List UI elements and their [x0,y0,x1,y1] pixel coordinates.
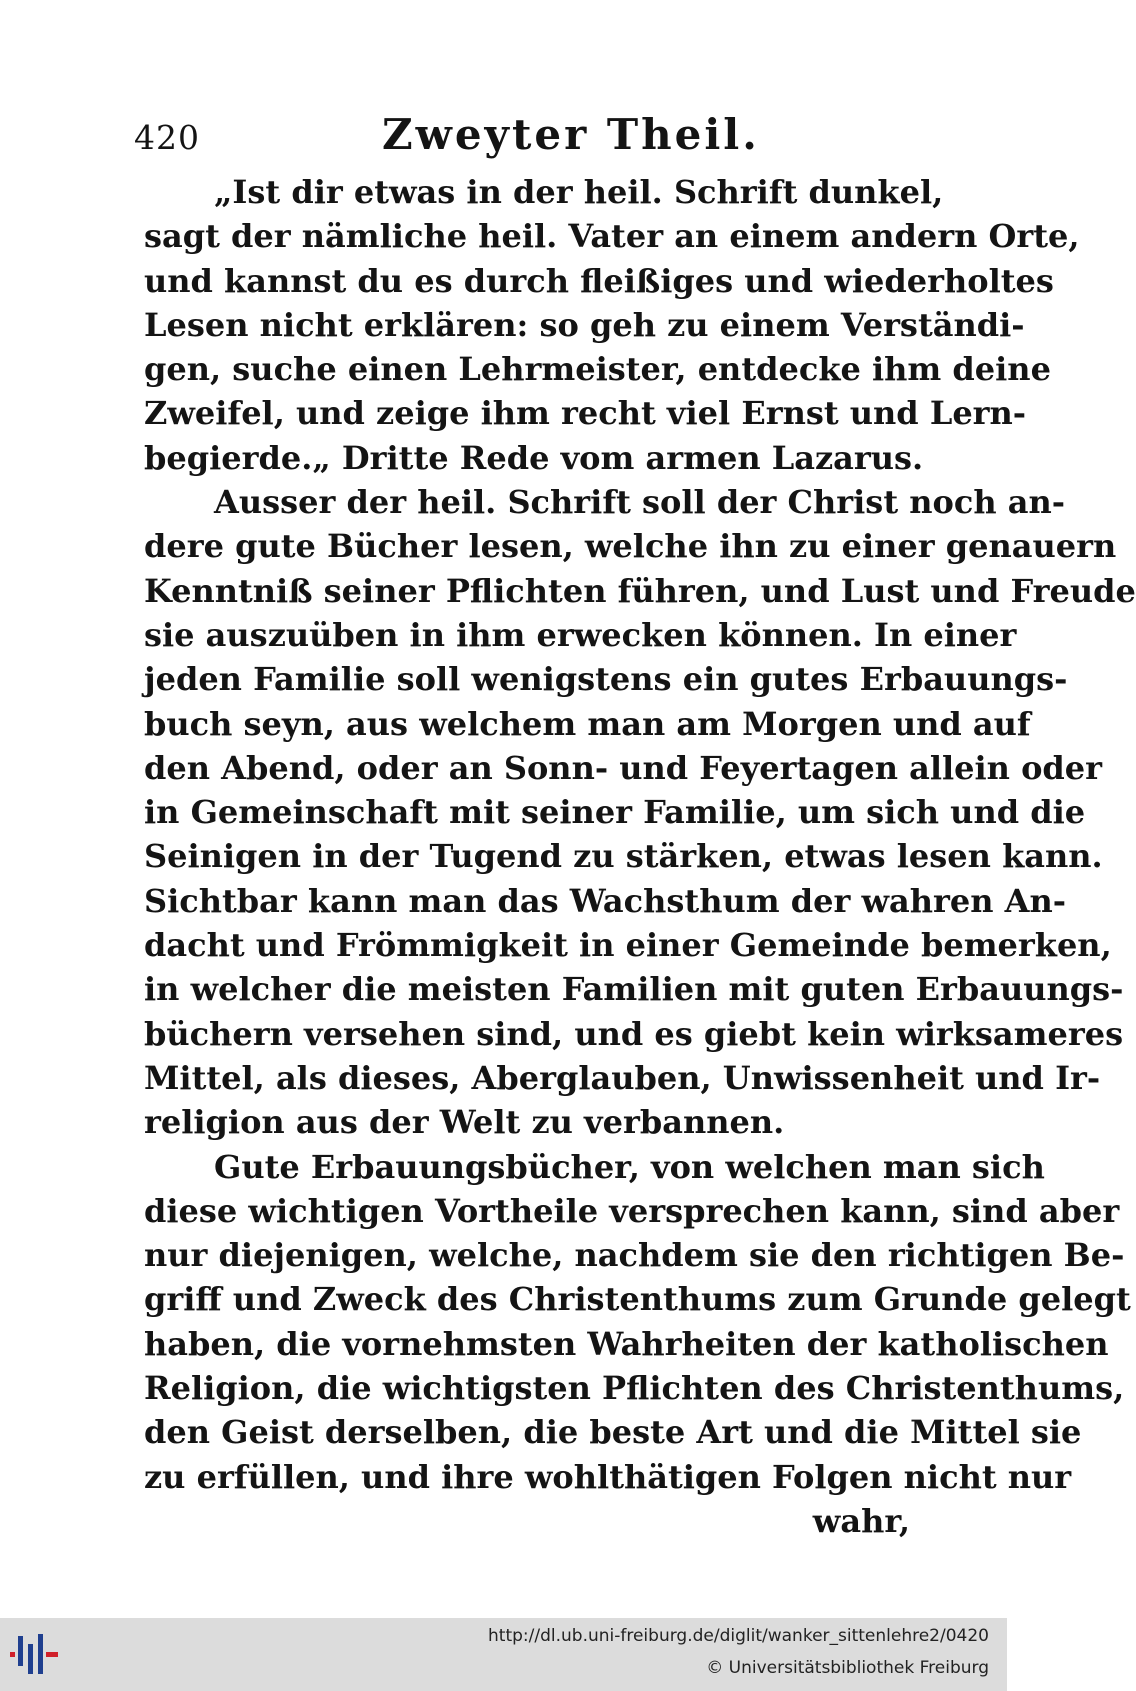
text-line: Ausser der heil. Schrift soll der Christ noch an- [214,483,1066,522]
text-line: jeden Familie soll wenigstens ein gutes Erbauungs- [144,660,1068,699]
text-line: gen, suche einen Lehrmeister, entdecke ihm deine [144,350,1051,389]
text-line: in welcher die meisten Familien mit guten Erbauungs- [144,970,1124,1009]
text-line: haben, die vornehmsten Wahrheiten der katholischen [144,1324,1109,1363]
text-line: den Geist derselben, die beste Art und die Mittel sie [144,1413,1082,1452]
text-line: religion aus der Welt zu verbannen. [144,1103,785,1142]
running-head: Zweyter Theil. [382,110,760,159]
text-line: in Gemeinschaft mit seiner Familie, um sich und die [144,793,1086,832]
text-line: begierde.„ Dritte Rede vom armen Lazarus. [144,438,924,477]
ub-freiburg-logo-icon[interactable] [10,1630,66,1680]
text-line: Gute Erbauungsbücher, von welchen man sich [214,1147,1045,1186]
text-line: griff und Zweck des Christenthums zum Grunde gelegt [144,1280,1131,1319]
text-line: sie auszuüben in ihm erwecken können. In einer [144,615,1017,654]
page-number: 420 [134,118,200,157]
copyright-notice: © Universitätsbibliothek Freiburg [706,1658,989,1678]
text-line: dere gute Bücher lesen, welche ihn zu einer genauern [144,527,1117,566]
text-line: buch seyn, aus welchem man am Morgen und auf [144,704,1031,743]
text-line: Kenntniß seiner Pflichten führen, und Lust und Freude [144,571,1136,610]
text-line: Seinigen in der Tugend zu stärken, etwas lesen kann. [144,837,1103,876]
text-line: Mittel, als dieses, Aberglauben, Unwissenheit und Ir- [144,1058,1101,1097]
footer-bar [0,1618,1007,1691]
catchword: wahr, [812,1501,910,1540]
footer-url[interactable] [488,1626,989,1646]
text-line: und kannst du es durch fleißiges und wiederholtes [144,261,1054,300]
body-text [144,170,1136,1543]
text-line: Lesen nicht erklären: so geh zu einem Verständi- [144,305,1025,344]
text-line: den Abend, oder an Sonn- und Feyertagen allein oder [144,748,1102,787]
text-line: sagt der nämliche heil. Vater an einem andern Orte, [144,217,1080,256]
text-line: nur diejenigen, welche, nachdem sie den richtigen Be- [144,1236,1125,1275]
text-line: Religion, die wichtigsten Pflichten des Christenthums, [144,1369,1125,1408]
permalink[interactable]: http://dl.ub.uni-freiburg.de/diglit/wanker_sittenlehre2/0420 [488,1626,989,1646]
text-line: büchern versehen sind, und es giebt kein wirksameres [144,1014,1124,1053]
text-line: „Ist dir etwas in der heil. Schrift dunkel, [214,173,944,211]
text-line: diese wichtigen Vortheile versprechen kann, sind aber [144,1191,1120,1230]
text-line: dacht und Frömmigkeit in einer Gemeinde bemerken, [144,926,1112,965]
text-line: zu erfüllen, und ihre wohlthätigen Folgen nicht nur [144,1457,1072,1496]
text-line: Sichtbar kann man das Wachsthum der wahren An- [144,881,1066,920]
text-line: Zweifel, und zeige ihm recht viel Ernst und Lern- [144,394,1027,433]
